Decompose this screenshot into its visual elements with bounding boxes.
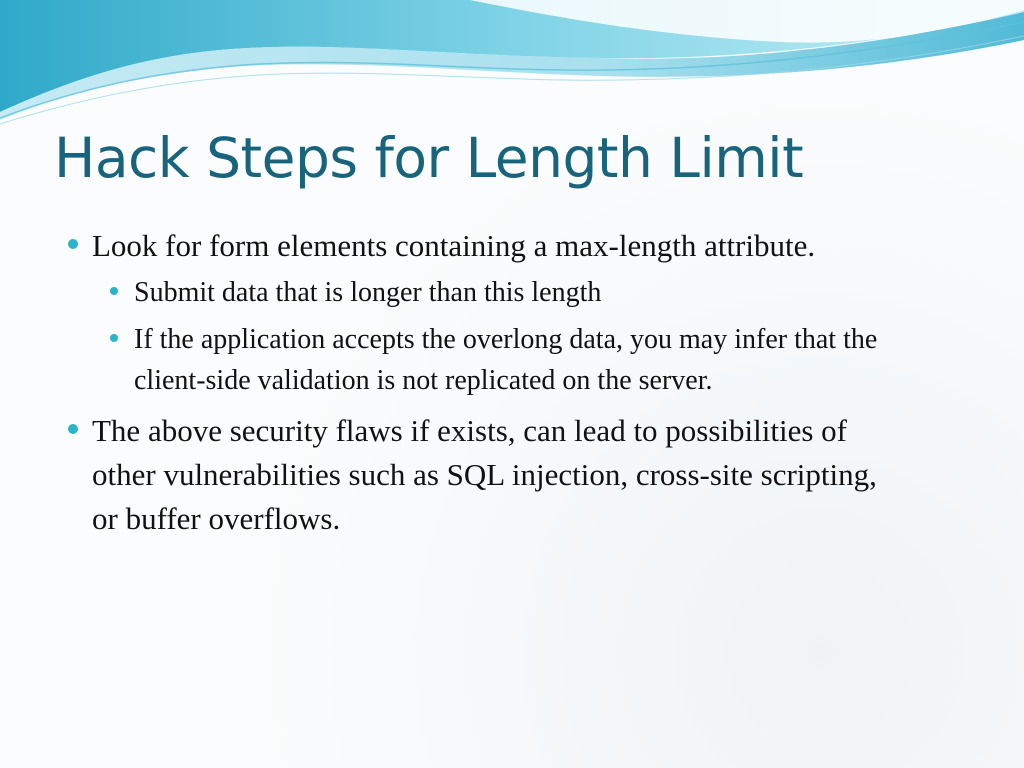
bullet-text: The above security flaws if exists, can lead to possibilities of other vulnerabilities such as SQL injection, cross-site scripting, or buffer overflows. — [92, 413, 877, 536]
sub-bullet-dot-icon — [110, 287, 118, 295]
bullet-dot-icon — [68, 424, 78, 434]
decorative-wave-header — [0, 0, 1024, 130]
sub-bullet-item — [134, 272, 954, 313]
bullet-item — [92, 409, 892, 541]
sub-bullet-text: If the application accepts the overlong data, you may infer that the client-side validation is not replicated on the server. — [134, 324, 878, 396]
sub-bullet-list — [92, 272, 892, 401]
bullet-text: Look for form elements containing a max-length attribute. — [92, 228, 816, 263]
bullet-dot-icon — [68, 239, 78, 249]
bullet-list — [0, 224, 1024, 541]
sub-bullet-text: Submit data that is longer than this length — [134, 277, 602, 308]
bullet-item — [92, 224, 892, 401]
sub-bullet-item — [134, 319, 954, 401]
slide-title: Hack Steps for Length Limit — [54, 126, 804, 190]
sub-bullet-dot-icon — [110, 334, 118, 342]
